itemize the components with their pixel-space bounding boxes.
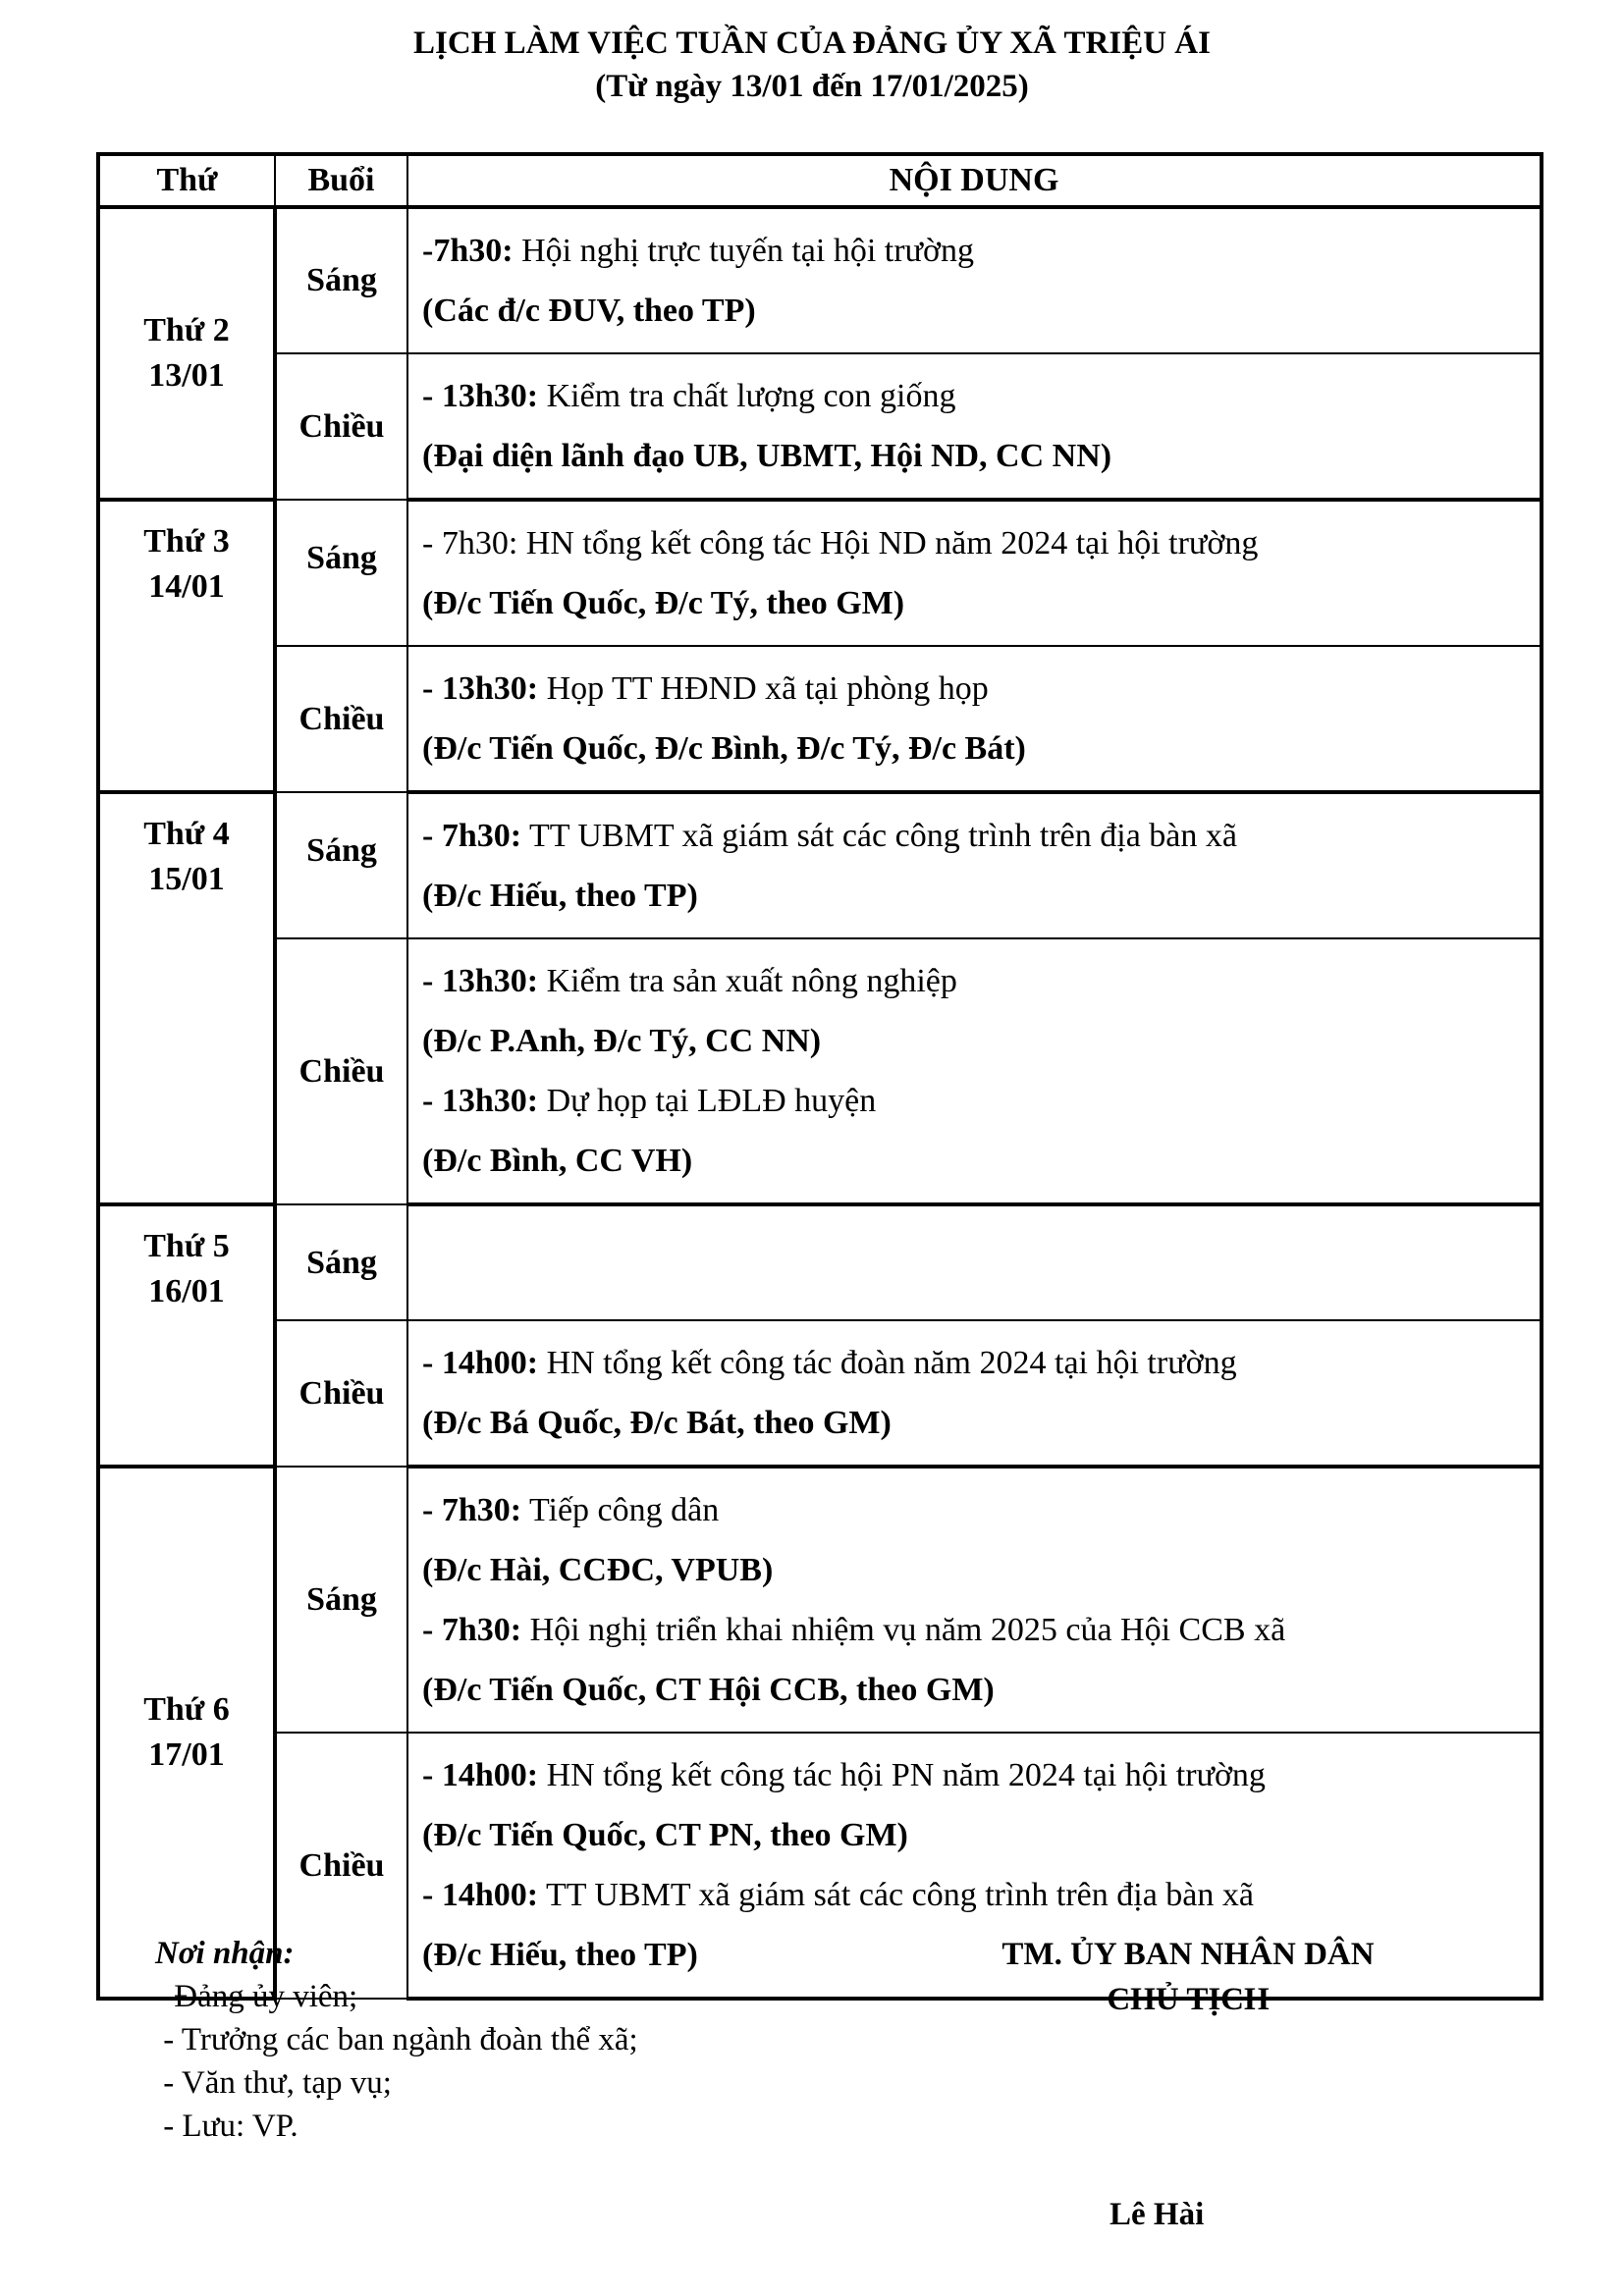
activity-time: - 7h30: [422,1492,522,1528]
activity-line [422,513,1526,573]
document-title: LỊCH LÀM VIỆC TUẦN CỦA ĐẢNG ỦY XÃ TRIỆU ÁI [413,26,1211,61]
activity-line [422,1071,1526,1131]
day-date: 13/01 [148,357,225,394]
activity-participants: (Đ/c Tiến Quốc, Đ/c Tý, theo GM) [422,585,905,621]
activity-line [422,366,1526,426]
day-date: 16/01 [148,1273,225,1309]
session-cell: Sáng [275,1467,407,1733]
activity-time: -7h30: [422,233,514,269]
day-date: 15/01 [148,861,225,897]
header-session: Buổi [275,154,407,207]
content-cell [407,938,1542,1204]
session-cell: Chiều [275,646,407,792]
content-cell [407,1204,1542,1320]
activity-line [422,659,1526,719]
activity-time: - 13h30: [422,378,539,414]
activity-participants: (Đ/c Bình, CC VH) [422,1143,693,1179]
table-header-row [98,154,1542,207]
recipient-line: - Đảng ủy viên; [155,1979,358,2014]
content-cell [407,207,1542,353]
activity-participants: (Đ/c Tiến Quốc, CT PN, theo GM) [422,1817,908,1853]
header-content: NỘI DUNG [407,154,1542,207]
session-cell: Chiều [275,1733,407,1999]
activity-text: Tiếp công dân [521,1492,720,1528]
session-cell: Sáng [275,792,407,938]
activity-text: Kiểm tra chất lượng con giống [538,378,956,414]
activity-participants: (Đ/c P.Anh, Đ/c Tý, CC NN) [422,1023,822,1059]
activity-time: - 13h30: [422,1083,539,1119]
session-cell: Chiều [275,938,407,1204]
content-cell [407,646,1542,792]
day-cell [98,1204,275,1467]
session-cell: Chiều [275,353,407,500]
activity-text: Hội nghị trực tuyến tại hội trường [513,233,974,269]
activity-line [422,1865,1526,1925]
session-cell: Sáng [275,500,407,646]
table-row [98,1204,1542,1320]
signature-block [933,1932,1443,2022]
signer-name: Lê Hài [1110,2197,1205,2232]
recipient-line: - Văn thư, tạp vụ; [155,2065,392,2101]
activity-text: Dự họp tại LĐLĐ huyện [538,1083,877,1119]
document-header [0,22,1624,108]
activity-text: Kiểm tra sản xuất nông nghiệp [538,963,957,999]
activity-time: - 14h00: [422,1345,539,1381]
activity-participants: (Các đ/c ĐUV, theo TP) [422,293,756,329]
activity-participants: (Đ/c Hiếu, theo TP) [422,1937,698,1973]
signature-position: CHỦ TỊCH [1107,1982,1270,2017]
activity-line [422,806,1526,866]
activity-participants: (Đ/c Hài, CCĐC, VPUB) [422,1552,774,1588]
signature-org: TM. ỦY BAN NHÂN DÂN [1001,1937,1375,1972]
schedule-table [96,152,1543,2001]
day-label: Thứ 3 [143,523,230,560]
recipient-line: - Lưu: VP. [155,2109,298,2144]
activity-time: - 13h30: [422,670,539,707]
table-row [98,500,1542,646]
table-row [98,938,1542,1204]
activity-time: - 14h00: [422,1877,539,1913]
content-cell [407,353,1542,500]
activity-text: Họp TT HĐND xã tại phòng họp [538,670,989,707]
day-cell [98,792,275,1204]
activity-line [422,1480,1526,1540]
table-row [98,1467,1542,1733]
recipients-block [155,1932,638,2148]
session-cell: Sáng [275,1204,407,1320]
day-cell [98,500,275,792]
table-row [98,353,1542,500]
content-cell [407,792,1542,938]
activity-time: - 7h30: [422,818,522,854]
activity-text: HN tổng kết công tác đoàn năm 2024 tại hội trường [538,1345,1237,1381]
activity-time: - 13h30: [422,963,539,999]
day-cell [98,1467,275,1999]
activity-participants: (Đ/c Tiến Quốc, Đ/c Bình, Đ/c Tý, Đ/c Bát) [422,730,1026,767]
activity-line [422,221,1526,281]
table-row [98,1320,1542,1467]
recipient-line: - Trưởng các ban ngành đoàn thể xã; [155,2022,638,2057]
activity-line [422,1745,1526,1805]
activity-text: TT UBMT xã giám sát các công trình trên địa bàn xã [521,818,1237,854]
recipients-title: Nơi nhận: [155,1936,295,1971]
activity-line [422,1600,1526,1660]
document-subtitle: (Từ ngày 13/01 đến 17/01/2025) [595,69,1029,104]
content-cell [407,1320,1542,1467]
activity-line [422,1333,1526,1393]
activity-text: HN tổng kết công tác hội PN năm 2024 tại hội trường [538,1757,1266,1793]
day-date: 17/01 [148,1736,225,1773]
session-cell: Sáng [275,207,407,353]
table-row [98,207,1542,353]
activity-participants: (Đ/c Bá Quốc, Đ/c Bát, theo GM) [422,1405,892,1441]
table-row [98,792,1542,938]
activity-text: TT UBMT xã giám sát các công trình trên địa bàn xã [538,1877,1254,1913]
activity-participants: (Đ/c Hiếu, theo TP) [422,878,698,914]
session-cell: Chiều [275,1320,407,1467]
activity-text: - 7h30: HN tổng kết công tác Hội ND năm 2024 tại hội trường [422,525,1259,561]
day-label: Thứ 2 [143,312,230,348]
header-day: Thứ [98,154,275,207]
activity-line [422,951,1526,1011]
day-cell [98,207,275,500]
day-label: Thứ 6 [143,1691,230,1728]
activity-time: - 14h00: [422,1757,539,1793]
day-date: 14/01 [148,568,225,605]
activity-time: - 7h30: [422,1612,522,1648]
activity-participants: (Đại diện lãnh đạo UB, UBMT, Hội ND, CC NN) [422,438,1112,474]
day-label: Thứ 5 [143,1228,230,1264]
table-row [98,646,1542,792]
activity-text: Hội nghị triển khai nhiệm vụ năm 2025 của Hội CCB xã [521,1612,1286,1648]
day-label: Thứ 4 [143,816,230,852]
schedule-body [98,207,1542,1999]
content-cell [407,1467,1542,1733]
activity-participants: (Đ/c Tiến Quốc, CT Hội CCB, theo GM) [422,1672,995,1708]
content-cell [407,500,1542,646]
